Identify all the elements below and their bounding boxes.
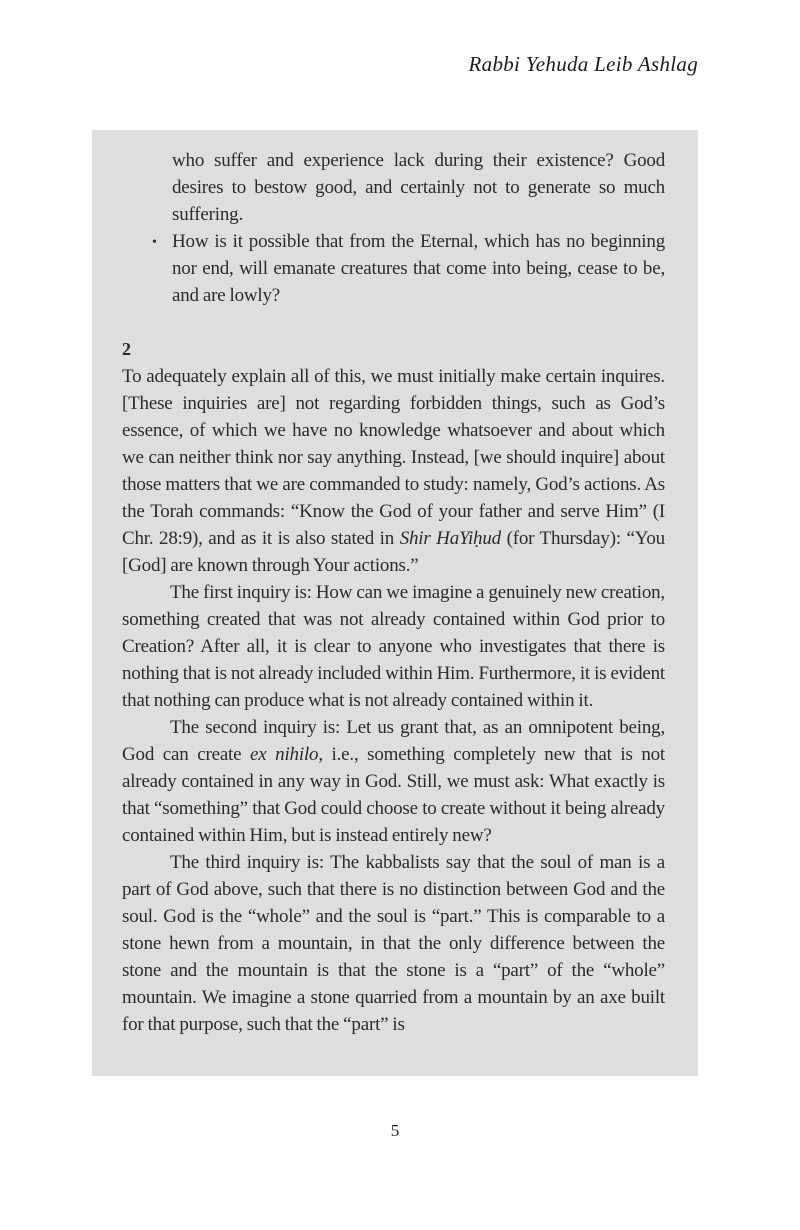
paragraph-intro <box>122 363 665 579</box>
page-number: 5 <box>390 1121 400 1140</box>
paragraph-third-inquiry: The third inquiry is: The kabbalists say that the soul of man is a part of God above, such that there is no distinction between God and the soul. God is the “whole” and the soul is “part.” This is comparable to a stone hewn from a mountain, in that the only difference between the stone and the mountain is that the stone is a “part” of the “whole” mountain. We imagine a stone quarried from a mountain by an axe built for that purpose, such that the “part” is <box>122 852 665 1035</box>
book-title-italic: Shir HaYiḥud <box>399 528 501 549</box>
paragraph-text: The second inquiry is: Let us grant that, as an omnipotent being, God can create <box>122 717 665 765</box>
bullet-icon: • <box>152 235 157 250</box>
list-item-text: who suffer and experience lack during their existence? Good desires to bestow good, and certainly not to generate so much suffering. <box>172 150 665 225</box>
paragraph-text: To adequately explain all of this, we must initially make certain inquires. [These inquiries are] not regarding forbidden things, such as God’s essence, of which we have no knowledge whatsoever and about which we can neither think nor say anything. Instead, [we should inquire] about those matters that we are commanded to study: namely, God’s actions. As the Torah commands: “Know the God of your father and serve Him” (I Chr. 28:9), and as it is also stated in <box>122 366 665 549</box>
paragraph-text: (for Thursday): “You [God] are known through Your actions.” <box>122 528 665 576</box>
list-item-text: How is it possible that from the Eternal, which has no beginning nor end, will emanate creatures that come into being, cease to be, and are lowly? <box>172 231 665 306</box>
running-header-author: Rabbi Yehuda Leib Ashlag <box>468 52 698 76</box>
paragraph-second-inquiry <box>122 714 665 849</box>
list-item-continuation <box>122 147 665 228</box>
latin-term-italic: ex nihilo <box>250 744 319 765</box>
paragraph-first-inquiry: The first inquiry is: How can we imagine a genuinely new creation, something created that was not already contained within God prior to Creation? After all, it is clear to anyone who investigates that there is nothing that is not already included within Him. Furthermore, it is evident that nothing can produce what is not already contained within it. <box>122 582 665 711</box>
section-number: 2 <box>122 339 131 359</box>
paragraph-text: , i.e., something completely new that is not already contained in any way in God. Still, we must ask: What exactly is that “something” that God could choose to create without it being already contained within Him, but is instead entirely new? <box>122 744 666 846</box>
bullet-list <box>122 147 665 309</box>
content-panel <box>92 130 698 1076</box>
list-item <box>122 228 665 309</box>
